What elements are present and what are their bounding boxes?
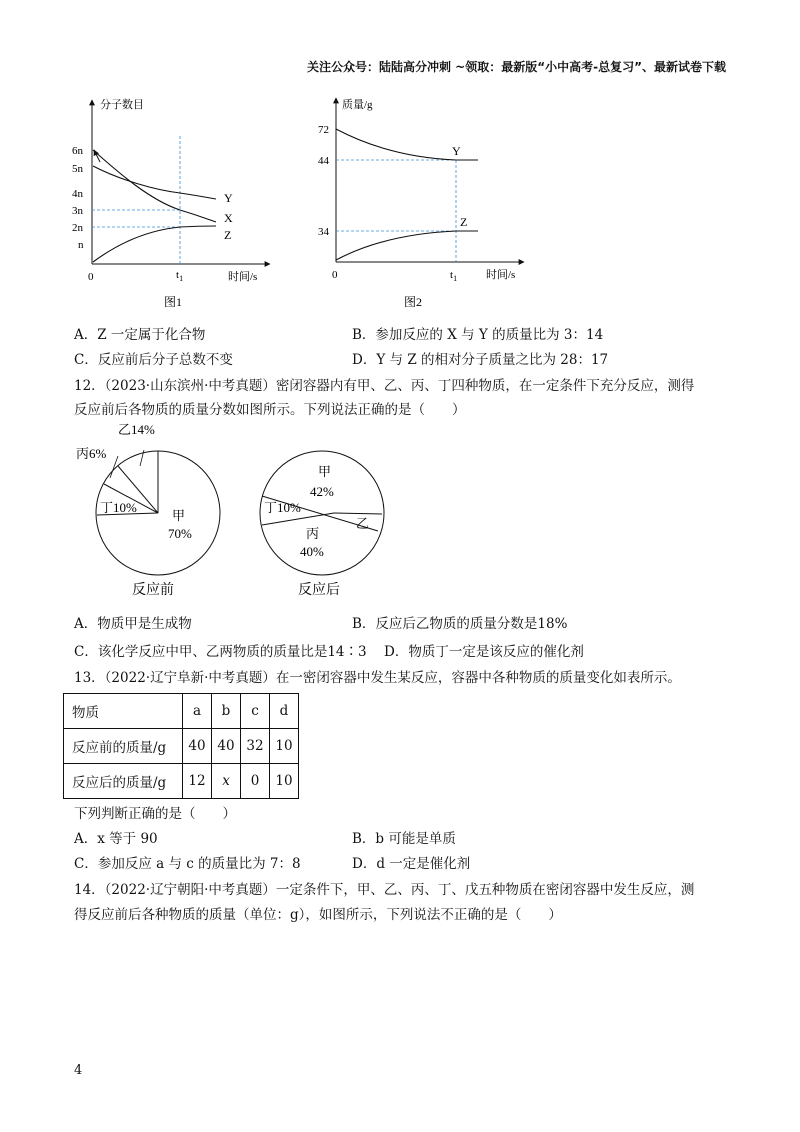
table-header-cell: d (270, 694, 299, 729)
pie-charts (60, 418, 420, 604)
pie-after-label-bing: 丙 (306, 526, 320, 541)
pie-before-label-bing: 丙6% (76, 446, 107, 461)
pie-before-label-jia-pct: 70% (168, 526, 192, 541)
table-cell: 10 (270, 729, 299, 764)
pie-before-caption: 反应前 (132, 583, 174, 598)
q11-option-a: A．Z 一定属于化合物 (74, 327, 206, 343)
pie-after-caption: 反应后 (298, 583, 340, 598)
q13-table (63, 693, 299, 799)
q13-option-d: D．d 一定是催化剂 (352, 856, 471, 872)
figure-2-chart (300, 92, 540, 320)
curve-label-Z: Z (224, 228, 232, 242)
table-cell: 10 (270, 764, 299, 799)
tick-2n: 2n (72, 222, 83, 234)
tick-72: 72 (318, 124, 329, 136)
table-row (64, 764, 299, 799)
q12-option-a: A．物质甲是生成物 (74, 616, 192, 632)
pie-before-label-yi: 乙14% (118, 422, 155, 437)
q12-option-c: C．该化学反应中甲、乙两物质的质量比是14∶3 (74, 644, 367, 660)
q11-option-b: B．参加反应的 X 与 Y 的质量比为 3：14 (352, 327, 604, 343)
origin-label: 0 (88, 271, 94, 283)
tick-n: n (78, 239, 84, 251)
tick-5n: 5n (72, 163, 83, 175)
curve-label-Y: Y (224, 191, 233, 205)
table-cell: 12 (183, 764, 212, 799)
tick-44: 44 (318, 155, 329, 167)
table-header-cell: 物质 (64, 694, 183, 729)
curve-label-Z: Z (460, 215, 468, 229)
pie-after-label-jia-pct: 42% (310, 484, 334, 499)
curve-Y (93, 166, 216, 199)
q12-option-b: B．反应后乙物质的质量分数是18% (352, 616, 568, 632)
tick-4n: 4n (72, 188, 83, 200)
curve-X (93, 150, 216, 222)
q13-question: 下列判断正确的是（ ） (74, 806, 236, 822)
curve-label-Y: Y (452, 144, 461, 158)
tick-34: 34 (318, 226, 329, 238)
pie-after-label-ding: 丁10% (264, 500, 301, 515)
table-cell: 40 (183, 729, 212, 764)
tick-3n: 3n (72, 205, 83, 217)
table-cell: 0 (241, 764, 270, 799)
q13-option-c: C．参加反应 a 与 c 的质量比为 7：8 (74, 856, 301, 872)
curve-Z (93, 226, 216, 262)
table-header-cell: c (241, 694, 270, 729)
table-header-cell: a (183, 694, 212, 729)
figure-1-chart (60, 92, 280, 320)
q13-option-a: A．x 等于 90 (74, 831, 158, 847)
q11-option-c: C．反应前后分子总数不变 (74, 352, 233, 368)
figure-2-caption: 图2 (404, 295, 423, 309)
q13-option-b: B．b 可能是单质 (352, 831, 456, 847)
table-row (64, 729, 299, 764)
q11-option-d: D．Y 与 Z 的相对分子质量之比为 28：17 (352, 352, 609, 368)
q12-stem-line2: 反应前后各物质的质量分数如图所示。下列说法正确的是（ ） (74, 402, 466, 418)
pie-before-label-ding: 丁10% (100, 500, 137, 515)
figure-1-caption: 图1 (164, 295, 183, 309)
tick-t1: $t_1$ (176, 269, 184, 283)
table-cell: 32 (241, 729, 270, 764)
y-axis-label: 分子数目 (100, 99, 144, 111)
pie-after-label-jia: 甲 (318, 464, 332, 479)
table-header-row (64, 694, 299, 729)
table-header-cell: b (212, 694, 241, 729)
origin-label: 0 (332, 269, 338, 281)
table-cell: x (212, 764, 241, 799)
tick-6n: 6n (72, 145, 83, 157)
table-cell: 反应前的质量/g (64, 729, 183, 764)
tick-t1: $t_1$ (450, 269, 458, 283)
page-number: 4 (74, 1063, 83, 1078)
q13-stem: 13．（2022·辽宁阜新·中考真题）在一密闭容器中发生某反应，容器中各种物质的质量变化如表所示。 (74, 670, 681, 686)
table-cell: 40 (212, 729, 241, 764)
curve-label-X: X (224, 211, 233, 225)
y-axis-label: 质量/g (342, 99, 373, 111)
page-header: 关注公众号：陆陆高分冲刺 ~领取：最新版“小中高考-总复习”、最新试卷下载 (307, 60, 726, 74)
q14-stem-line1: 14．（2022·辽宁朝阳·中考真题）一定条件下，甲、乙、丙、丁、戊五种物质在密闭容器中发生反应，测 (74, 882, 695, 898)
pie-after-label-yi: 乙 (356, 516, 370, 531)
table-cell: 反应后的质量/g (64, 764, 183, 799)
x-axis-label: 时间/s (486, 269, 516, 281)
pie-before-label-jia: 甲 (172, 508, 186, 523)
pie-after-label-bing-pct: 40% (300, 544, 324, 559)
q12-stem-line1: 12．（2023·山东滨州·中考真题）密闭容器内有甲、乙、丙、丁四种物质，在一定条件下充分反应，测得 (74, 378, 695, 394)
q14-stem-line2: 得反应前后各种物质的质量（单位：g），如图所示，下列说法不正确的是（ ） (74, 907, 562, 923)
curve-Z (336, 231, 478, 260)
q12-option-d: D．物质丁一定是该反应的催化剂 (384, 644, 584, 660)
x-axis-label: 时间/s (228, 271, 258, 283)
